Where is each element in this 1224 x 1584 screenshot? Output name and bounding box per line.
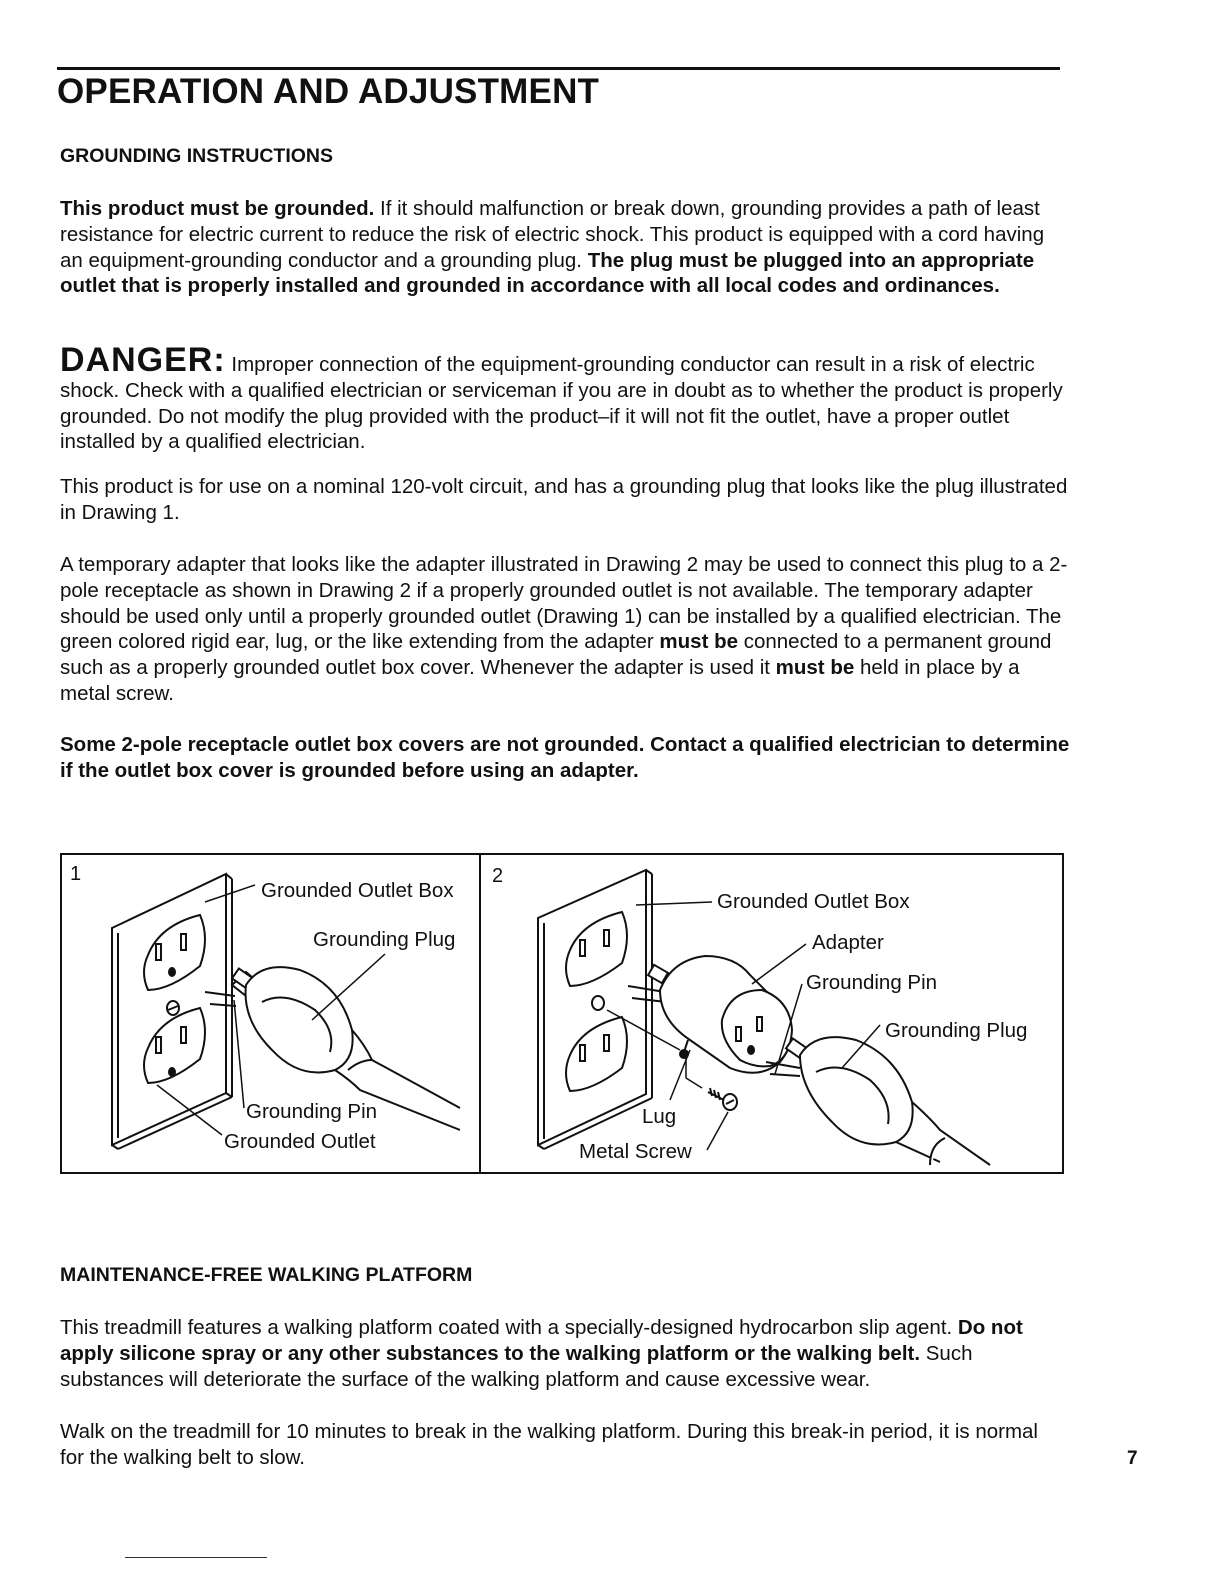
- drawing-2-label-outlet-box: Grounded Outlet Box: [717, 890, 910, 913]
- danger-label: DANGER:: [60, 341, 226, 379]
- grounding-paragraph-1-text: If it should malfunction or break down, grounding provides a path of least resistance for electric current to reduce the risk of electric shock. This product is equipped with a cord having an equipment-grounding conductor and a grounding plug.: [60, 197, 1045, 272]
- drawing-1-outlet-plate: [112, 874, 232, 1149]
- danger-text: Improper connection of the equipment-grounding conductor can result in a risk of electric shock. Check with a qualified electrician or serviceman if you are in doubt as to whether the product is properly grounded. Do not modify the plug provided with the product–if it will not fit the outlet, have a proper outlet installed by a qualified electrician.: [60, 353, 1063, 454]
- drawing-1-number: 1: [70, 863, 82, 885]
- grounding-heading: GROUNDING INSTRUCTIONS: [60, 145, 333, 167]
- drawing-2-label-lug: Lug: [642, 1105, 677, 1128]
- drawing-1-label-grounding-plug: Grounding Plug: [313, 928, 456, 951]
- drawing-2-number: 2: [492, 865, 504, 887]
- voltage-paragraph: This product is for use on a nominal 120-volt circuit, and has a grounding plug that looks like the plug illustrated in Drawing 1.: [60, 475, 1068, 524]
- outlet-cover-warning-bold: Some 2-pole receptacle outlet box covers are not grounded. Contact a qualified electrician to determine if the outlet box cover is grounded before using an adapter.: [60, 733, 1070, 782]
- page-title: OPERATION AND ADJUSTMENT: [57, 72, 600, 111]
- drawing-2-label-grounding-plug: Grounding Plug: [885, 1019, 1028, 1042]
- maintenance-heading: MAINTENANCE-FREE WALKING PLATFORM: [60, 1264, 473, 1286]
- maintenance-text-2: Such substances will deteriorate the surface of the walking platform and cause excessive wear.: [60, 1341, 973, 1391]
- drawing-1-label-grounded-outlet: Grounded Outlet: [224, 1130, 376, 1153]
- maintenance-paragraph-1: [60, 1315, 1070, 1392]
- drawing-2-label-grounding-pin: Grounding Pin: [806, 971, 938, 994]
- drawing-2-label-metal-screw: Metal Screw: [579, 1140, 692, 1163]
- drawing-2-grounding-plug: [766, 1037, 990, 1165]
- silicone-warning-bold: Do not apply silicone spray or any other substances to the walking platform or the walking belt.: [60, 1316, 1023, 1365]
- adapter-text-2: connected to a permanent ground such as a properly grounded outlet box cover. Whenever the adapter is used it: [60, 630, 1052, 680]
- grounded-warning-bold: This product must be grounded.: [60, 197, 375, 220]
- bottom-rule: [125, 1557, 267, 1558]
- plug-warning-bold: The plug must be plugged into an appropriate outlet that is properly installed and grounded in accordance with all local codes and ordinances.: [60, 248, 1035, 298]
- must-be-bold-1: must be: [659, 630, 739, 654]
- drawing-2-metal-screw: [708, 1088, 737, 1110]
- drawing-1-label-grounding-pin: Grounding Pin: [246, 1100, 378, 1123]
- page-number: 7: [1127, 1448, 1138, 1469]
- drawing-2-label-adapter: Adapter: [812, 931, 884, 954]
- adapter-text-1: A temporary adapter that looks like the adapter illustrated in Drawing 2 may be used to connect this plug to a 2-pole receptacle as shown in Drawing 2 if a properly grounded outlet is not available. The temporary adapter should be used only until a properly grounded outlet (Drawing 1) can be installed by a qualified electrician. The green colored rigid ear, lug, or the like extending from the adapter: [60, 553, 1068, 654]
- maintenance-paragraph-2: Walk on the treadmill for 10 minutes to break in the walking platform. During this break-in period, it is normal for the walking belt to slow.: [60, 1420, 1038, 1469]
- must-be-bold-2: must be: [775, 656, 855, 680]
- drawing-1-label-outlet-box: Grounded Outlet Box: [261, 879, 454, 902]
- adapter-text-3: held in place by a metal screw.: [60, 656, 1020, 705]
- maintenance-text-1: This treadmill features a walking platform coated with a specially-designed hydrocarbon slip agent.: [60, 1316, 958, 1339]
